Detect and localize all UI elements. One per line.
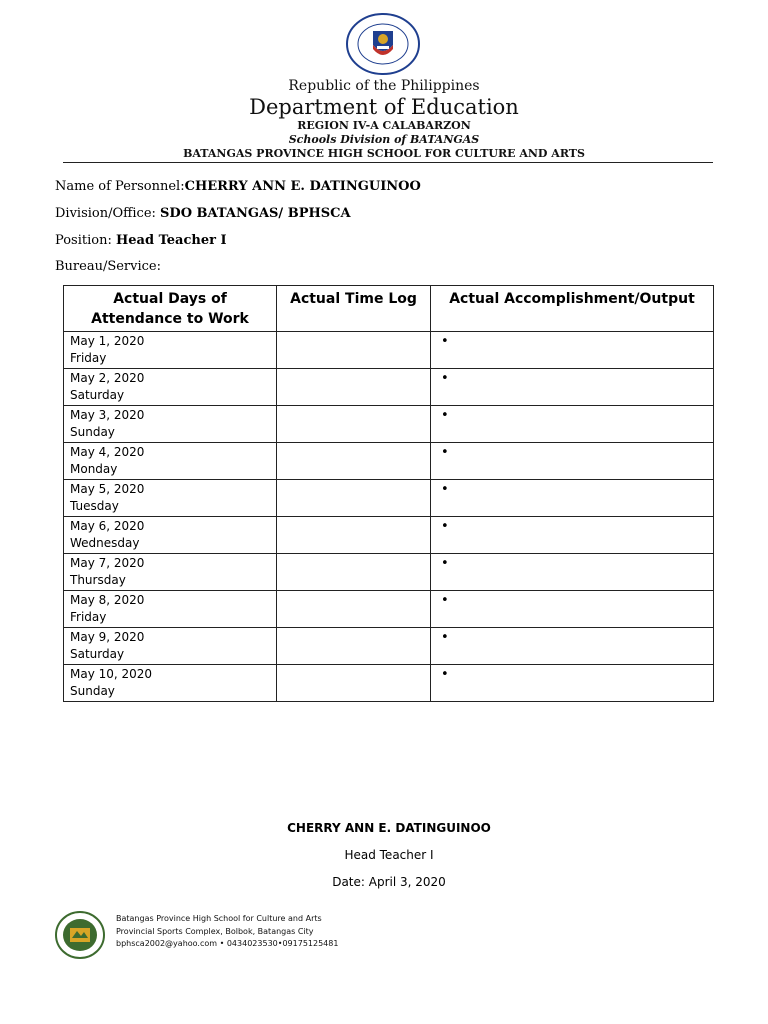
name-value: CHERRY ANN E. DATINGUINOO	[184, 179, 421, 194]
row-day: Wednesday	[70, 536, 140, 550]
table-row	[64, 369, 714, 406]
position-label: Position:	[55, 233, 112, 248]
header-attendance: Actual Days of Attendance to Work	[64, 286, 277, 332]
accomplishment-cell[interactable]	[431, 443, 714, 480]
signature-date: Date: April 3, 2020	[332, 875, 446, 889]
accomplishment-cell[interactable]	[431, 369, 714, 406]
row-day: Friday	[70, 610, 107, 624]
accomplishment-cell[interactable]	[431, 554, 714, 591]
header-divider	[63, 162, 713, 163]
accomplishment-cell[interactable]	[431, 406, 714, 443]
row-day: Monday	[70, 462, 118, 476]
time-log-cell[interactable]	[277, 369, 431, 406]
row-date: May 3, 2020	[70, 408, 145, 422]
division-value: SDO BATANGAS/ BPHSCA	[160, 206, 351, 221]
table-row	[64, 480, 714, 517]
accomplishment-cell[interactable]	[431, 628, 714, 665]
date-cell	[64, 443, 277, 480]
table-header-row	[64, 286, 714, 332]
school-heading: BATANGAS PROVINCE HIGH SCHOOL FOR CULTURE AND ARTS	[183, 147, 585, 160]
bullet: •	[441, 334, 449, 349]
row-date: May 1, 2020	[70, 334, 145, 348]
table-row	[64, 332, 714, 369]
header-accomplishment: Actual Accomplishment/Output	[431, 286, 714, 332]
row-date: May 2, 2020	[70, 371, 145, 385]
date-cell	[64, 480, 277, 517]
header-time-log: Actual Time Log	[277, 286, 431, 332]
time-log-cell[interactable]	[277, 517, 431, 554]
row-date: May 7, 2020	[70, 556, 145, 570]
accomplishment-cell[interactable]	[431, 480, 714, 517]
bullet: •	[441, 482, 449, 497]
time-log-cell[interactable]	[277, 665, 431, 702]
row-day: Friday	[70, 351, 107, 365]
division-label: Division/Office:	[55, 206, 156, 221]
date-cell	[64, 332, 277, 369]
time-log-cell[interactable]	[277, 443, 431, 480]
row-day: Sunday	[70, 425, 115, 439]
time-log-cell[interactable]	[277, 591, 431, 628]
date-cell	[64, 628, 277, 665]
deped-seal-icon	[345, 13, 421, 75]
bureau-label: Bureau/Service:	[55, 259, 162, 274]
date-cell	[64, 665, 277, 702]
bullet: •	[441, 519, 449, 534]
position-field	[55, 233, 227, 248]
table-row	[64, 406, 714, 443]
date-cell	[64, 554, 277, 591]
bullet: •	[441, 593, 449, 608]
attendance-table	[63, 285, 714, 702]
footer-contact: bphsca2002@yahoo.com • 0434023530•09175125481	[116, 939, 339, 948]
bullet: •	[441, 556, 449, 571]
time-log-cell[interactable]	[277, 554, 431, 591]
school-seal-icon	[55, 911, 105, 959]
table-row	[64, 591, 714, 628]
date-cell	[64, 406, 277, 443]
time-log-cell[interactable]	[277, 406, 431, 443]
position-value: Head Teacher I	[115, 233, 227, 248]
date-cell	[64, 591, 277, 628]
department-heading: Department of Education	[249, 95, 519, 119]
name-field	[55, 179, 421, 194]
time-log-cell[interactable]	[277, 332, 431, 369]
table-row	[64, 443, 714, 480]
table-row	[64, 517, 714, 554]
time-log-cell[interactable]	[277, 628, 431, 665]
accomplishment-cell[interactable]	[431, 517, 714, 554]
date-cell	[64, 369, 277, 406]
row-date: May 5, 2020	[70, 482, 145, 496]
region-heading: REGION IV-A CALABARZON	[297, 119, 471, 132]
bullet: •	[441, 667, 449, 682]
signatory-name: CHERRY ANN E. DATINGUINOO	[287, 821, 491, 835]
row-date: May 10, 2020	[70, 667, 153, 681]
row-date: May 9, 2020	[70, 630, 145, 644]
row-day: Thursday	[70, 573, 126, 587]
time-log-cell[interactable]	[277, 480, 431, 517]
date-cell	[64, 517, 277, 554]
table-row	[64, 554, 714, 591]
table-row	[64, 628, 714, 665]
footer-address: Provincial Sports Complex, Bolbok, Batangas City	[116, 927, 314, 936]
row-date: May 8, 2020	[70, 593, 145, 607]
table-row	[64, 665, 714, 702]
bullet: •	[441, 630, 449, 645]
row-date: May 4, 2020	[70, 445, 145, 459]
name-label: Name of Personnel:	[55, 179, 185, 194]
republic-heading: Republic of the Philippines	[288, 78, 480, 94]
row-day: Tuesday	[70, 499, 119, 513]
footer-school: Batangas Province High School for Culture and Arts	[116, 914, 322, 923]
row-day: Sunday	[70, 684, 115, 698]
accomplishment-cell[interactable]	[431, 591, 714, 628]
bullet: •	[441, 445, 449, 460]
row-day: Saturday	[70, 647, 125, 661]
accomplishment-cell[interactable]	[431, 665, 714, 702]
division-field	[55, 206, 351, 221]
accomplishment-cell[interactable]	[431, 332, 714, 369]
row-date: May 6, 2020	[70, 519, 145, 533]
bureau-field	[55, 259, 161, 274]
bullet: •	[441, 371, 449, 386]
division-heading: Schools Division of BATANGAS	[288, 133, 480, 146]
signatory-position: Head Teacher I	[344, 848, 434, 862]
bullet: •	[441, 408, 449, 423]
row-day: Saturday	[70, 388, 125, 402]
